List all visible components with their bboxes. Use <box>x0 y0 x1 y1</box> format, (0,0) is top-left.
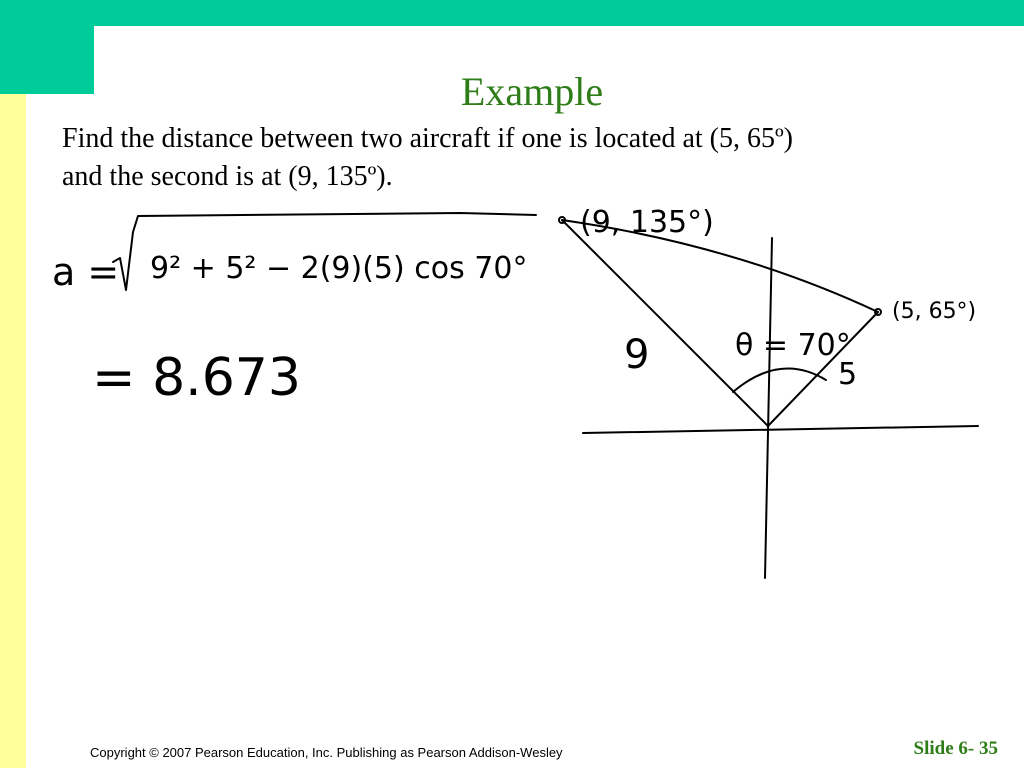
footer-copyright: Copyright © 2007 Pearson Education, Inc. Publishing as Pearson Addison-Wesley <box>90 745 563 760</box>
formula-rhs: 9² + 5² − 2(9)(5) cos 70° <box>150 251 528 286</box>
point-b-label: (5, 65°) <box>892 299 977 324</box>
slide-title: Example <box>460 69 604 114</box>
x-axis <box>583 426 978 433</box>
side-a-label: 9 <box>624 332 650 378</box>
side-b-label: 5 <box>838 357 858 392</box>
point-a-label: (9, 135°) <box>580 205 714 240</box>
result-value: = 8.673 <box>92 348 301 408</box>
problem-line-1: Find the distance between two aircraft if one is located at (5, 65º) <box>62 123 793 154</box>
y-axis <box>765 238 772 578</box>
side-length-9 <box>562 220 768 426</box>
angle-label: θ = 70° <box>735 328 851 363</box>
problem-line-2: and the second is at (9, 135º). <box>62 161 393 192</box>
slide-number: Slide 6- 35 <box>913 738 998 759</box>
formula-lhs: a = <box>52 250 120 294</box>
